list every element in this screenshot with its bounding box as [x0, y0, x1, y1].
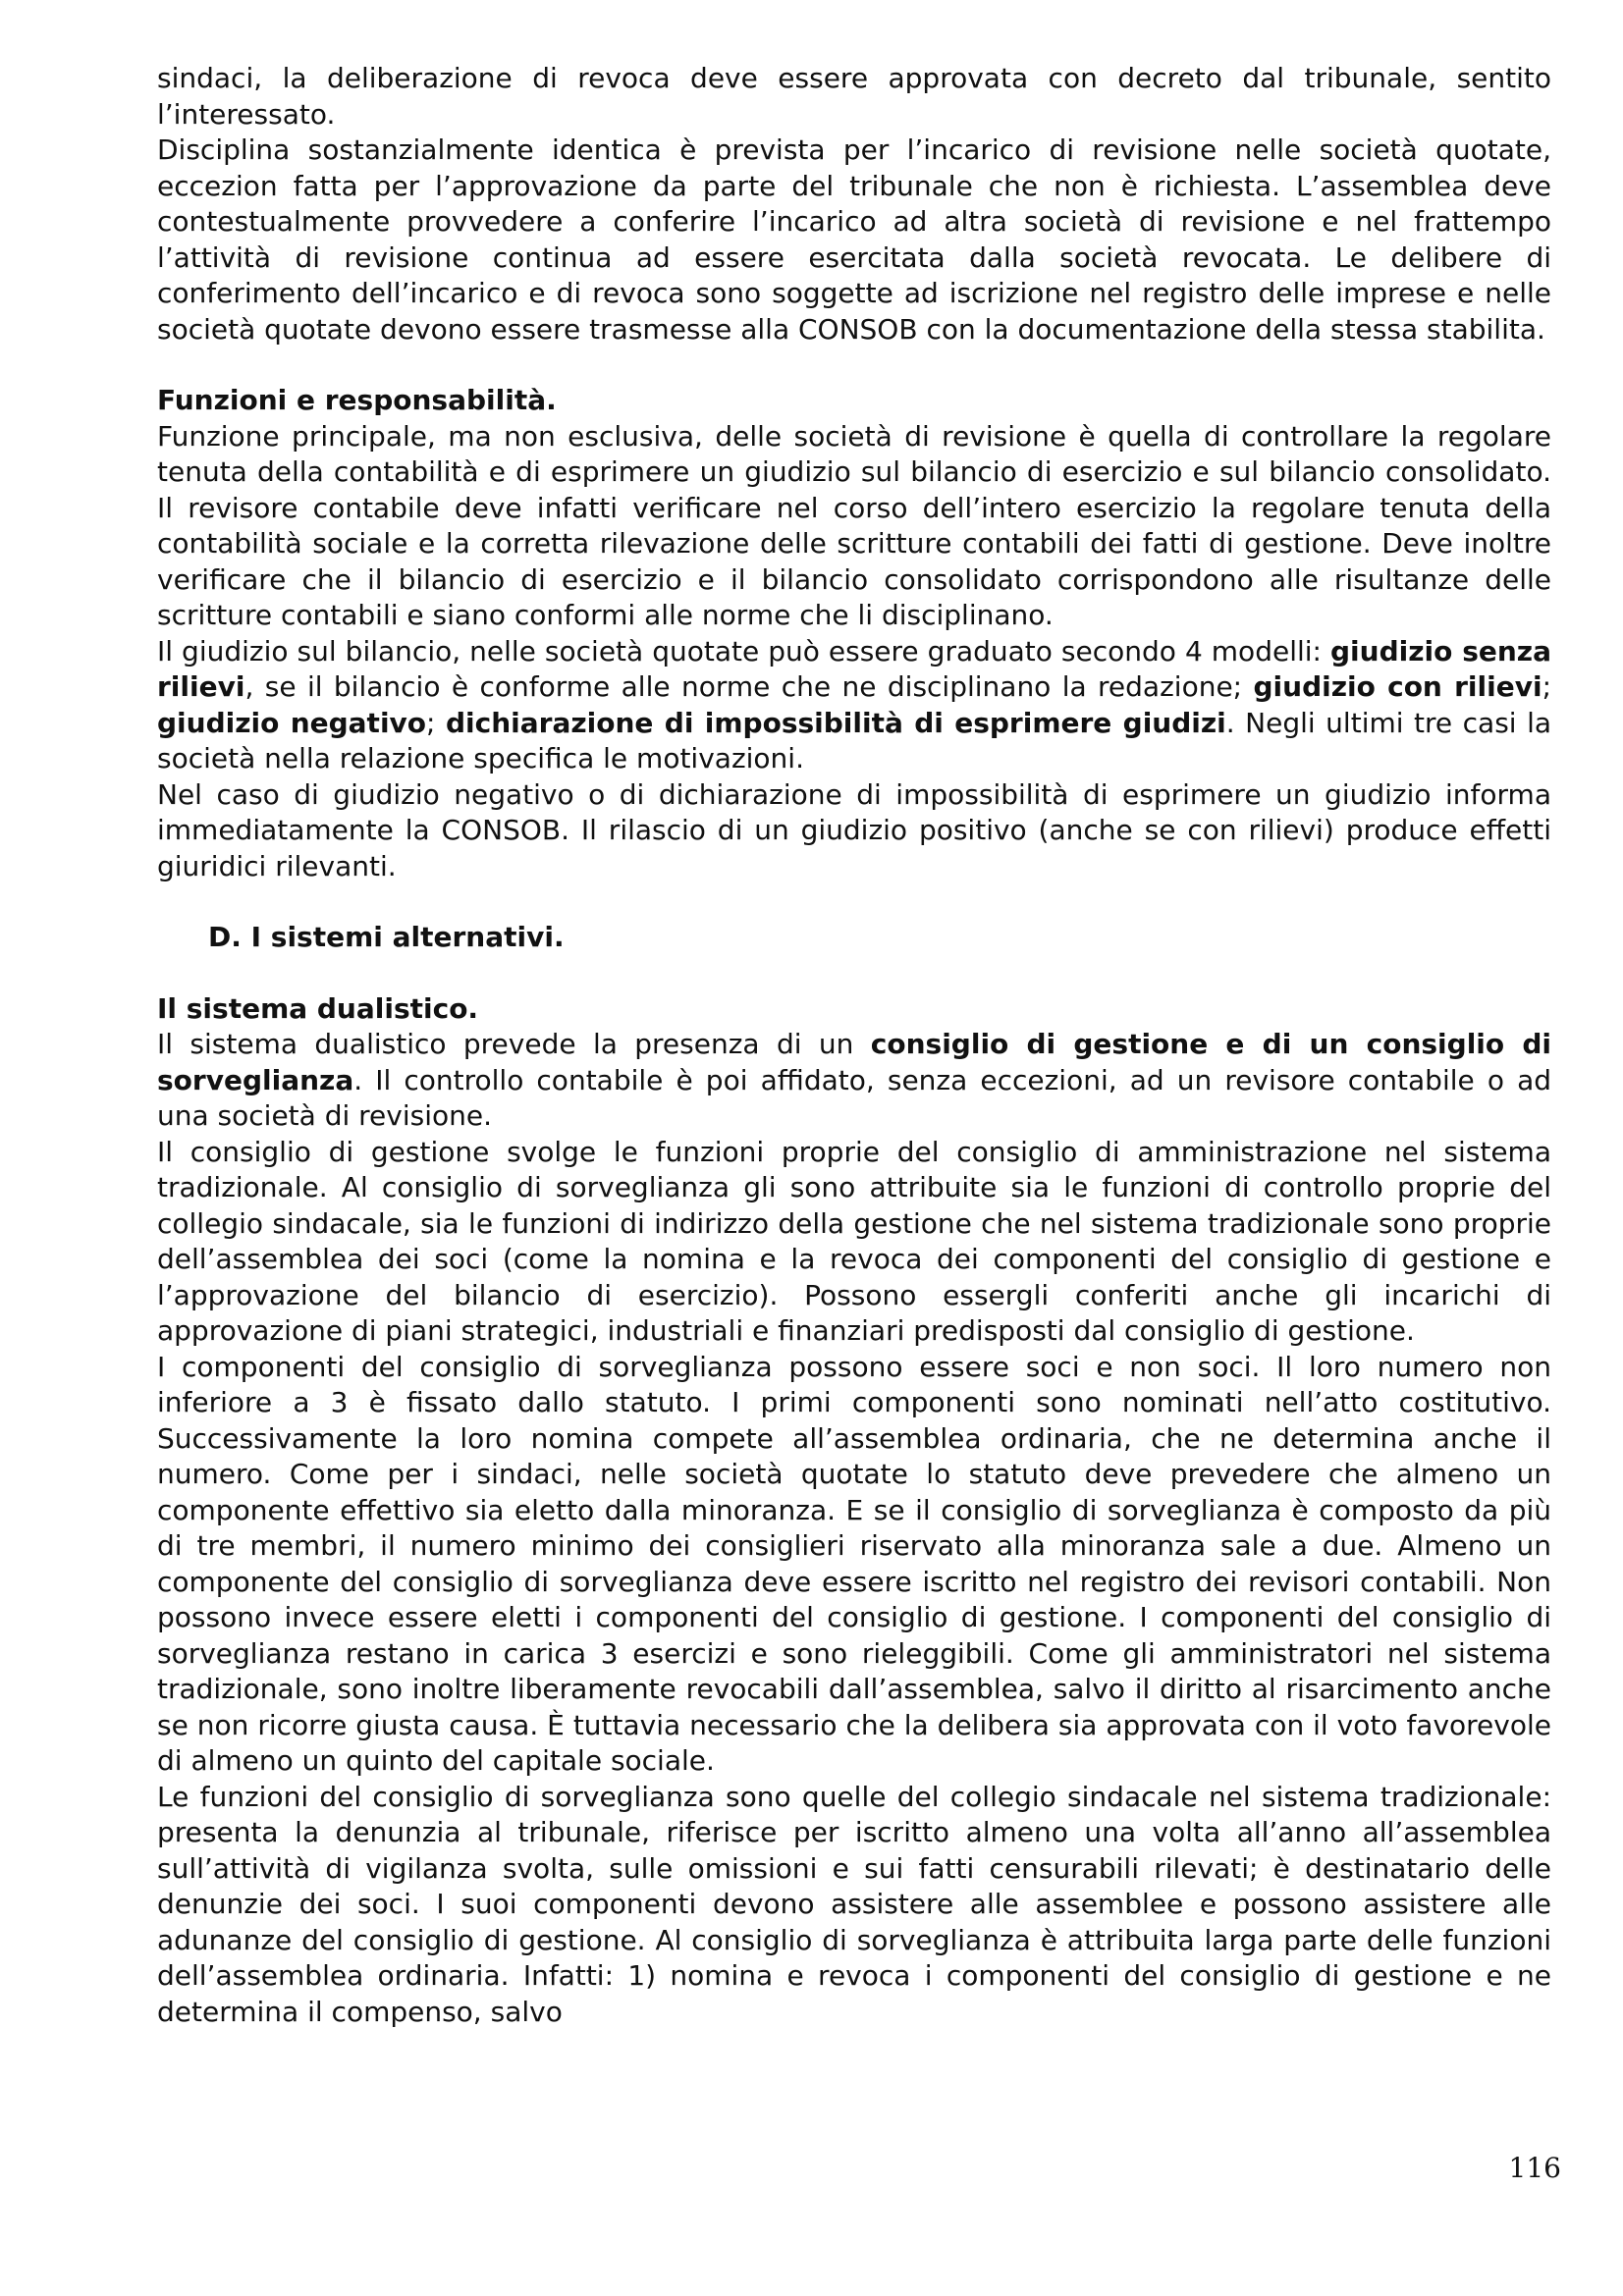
paragraph-dualistico-intro — [157, 1027, 1551, 1135]
paragraph-funzioni-sorveglianza: Le funzioni del consiglio di sorveglianza sono quelle del collegio sindacale nel sistema tradizionale: presenta la denunzia al tribunale, riferisce per iscritto almeno una volta all’anno all’assemblea sull’attività di vigilanza svolta, sulle omissioni e sui fatti censurabili rilevati; è destinatario delle denunzie dei soci. I suoi componenti devono assistere alle assemblee e possono assistere alle adunanze del consiglio di gestione. Al consiglio di sorveglianza è attribuita larga parte delle funzioni dell’assemblea ordinaria. Infatti: 1) nomina e revoca i componenti del consiglio di gestione e ne determina il compenso, salvo — [157, 1780, 1551, 2028]
paragraph-revisione-quotate: Disciplina sostanzialmente identica è prevista per l’incarico di revisione nelle società quotate, eccezion fatta per l’approvazione da parte del tribunale che non è richiesta. L’assemblea deve contestualmente provvedere a conferire l’incarico ad altra società di revisione e nel frattempo l’attività di revisione continua ad essere esercitata dalla società revocata. Le delibere di conferimento dell’incarico e di revoca sono soggette ad iscrizione nel registro delle imprese e nelle società quotate devono essere trasmesse alla CONSOB con la documentazione della stessa stabilita. — [157, 133, 1551, 346]
spacer — [157, 347, 1551, 383]
text-span: , se il bilancio è conforme alle norme che ne disciplinano la redazione; — [244, 670, 1254, 703]
heading-sistemi-alternativi: D. I sistemi alternativi. — [208, 921, 565, 953]
bold-term-con-rilievi: giudizio con rilievi — [1253, 670, 1542, 703]
bold-term-negativo: giudizio negativo — [157, 706, 427, 739]
paragraph-consiglio-gestione: Il consiglio di gestione svolge le funzioni proprie del consiglio di amministrazione nel sistema tradizionale. Al consiglio di sorveglianza gli sono attribuite sia le funzioni di controllo proprie del collegio sindacale, sia le funzioni di indirizzo della gestione che nel sistema tradizionale sono proprie dell’assemblea dei soci (come la nomina e la revoca dei componenti del consiglio di gestione e l’approvazione del bilancio di esercizio). Possono essergli conferiti anche gli incarichi di approvazione di piani strategici, industriali e finanziari predisposti dal consiglio di gestione. — [157, 1135, 1551, 1347]
heading-sistema-dualistico: Il sistema dualistico. — [157, 991, 479, 1025]
bold-term-impossibilita: dichiarazione di impossibilità di esprimere giudizi — [446, 706, 1226, 739]
heading-funzioni-responsabilita: Funzioni e responsabilità. — [157, 384, 557, 416]
text-span: Il sistema dualistico prevede la presenza di un — [157, 1028, 871, 1060]
text-span: Il giudizio sul bilancio, nelle società quotate può essere graduato secondo 4 modelli: — [157, 634, 1330, 667]
paragraph-componenti-sorveglianza: I componenti del consiglio di sorveglianza possono essere soci e non soci. Il loro numero non inferiore a 3 è fissato dallo statuto. I primi componenti sono nominati nell’atto costitutivo. Successivamente la loro nomina compete all’assemblea ordinaria, che ne determina anche il numero. Come per i sindaci, nelle società quotate lo statuto deve prevedere che almeno un componente effettivo sia eletto dalla minoranza. E se il consiglio di sorveglianza è composto da più di tre membri, il numero minimo dei consiglieri riservato alla minoranza sale a due. Almeno un componente del consiglio di sorveglianza deve essere iscritto nel registro dei revisori contabili. Non possono invece essere eletti i componenti del consiglio di gestione. I componenti del consiglio di sorveglianza restano in carica 3 esercizi e sono rieleggibili. Come gli amministratori nel sistema tradizionale, sono inoltre liberamente revocabili dall’assemblea, salvo il diritto al risarcimento anche se non ricorre giusta causa. È tuttavia necessario che la delibera sia approvata con il voto favorevole di almeno un quinto del capitale sociale. — [157, 1350, 1551, 1777]
page-number: 116 — [1508, 2152, 1561, 2184]
spacer — [157, 884, 1551, 920]
text-span: ; — [426, 706, 446, 739]
bold-term-consigli: consiglio di gestione e di un consiglio di sorveglianza — [157, 1028, 1551, 1096]
paragraph-funzione-principale: Funzione principale, ma non esclusiva, delle società di revisione è quella di controllare la regolare tenuta della contabilità e di esprimere un giudizio sul bilancio di esercizio e sul bilancio consolidato. Il revisore contabile deve infatti verificare nel corso dell’intero esercizio la regolare tenuta della contabilità sociale e la corretta rilevazione delle scritture contabili dei fatti di gestione. Deve inoltre verificare che il bilancio di esercizio e il bilancio consolidato corrispondono alle risultanze delle scritture contabili e siano conformi alle norme che li disciplinano. — [157, 419, 1551, 631]
paragraph-giudizio-bilancio — [157, 634, 1551, 777]
text-span: . Il controllo contabile è poi affidato, senza eccezioni, ad un revisore contabile o ad una società di revisione. — [157, 1063, 1551, 1132]
bold-term-senza-rilievi: giudizio senza rilievi — [157, 634, 1551, 703]
document-page — [157, 61, 1551, 2030]
text-span: . Negli ultimi tre casi la società nella relazione specifica le motivazioni. — [157, 706, 1552, 774]
paragraph-giudizio-negativo-consob: Nel caso di giudizio negativo o di dichiarazione di impossibilità di esprimere un giudizio informa immediatamente la CONSOB. Il rilascio di un giudizio positivo (anche se con rilievi) produce effetti giuridici rilevanti. — [157, 777, 1551, 882]
spacer — [157, 956, 1551, 991]
text-span: ; — [1542, 670, 1551, 703]
paragraph-revoca-sindaci: sindaci, la deliberazione di revoca deve essere approvata con decreto dal tribunale, sentito l’interessato. — [157, 62, 1551, 131]
